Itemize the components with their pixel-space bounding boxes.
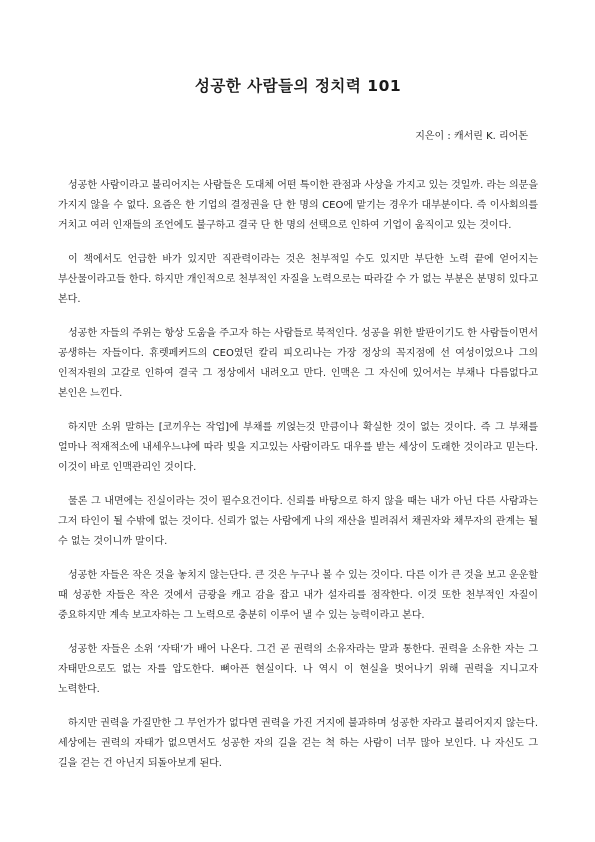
paragraph-3: 성공한 자들의 주위는 항상 도움을 주고자 하는 사람들로 북적인다. 성공을 위한 발판이기도 한 사람들이면서 공생하는 자들이다. 휴렛페커드의 CEO였던 칼리 피오리나는 가장 정상의 꼭지점에 선 여성이었으나 그의 인적자원의 고갈로 인하여 결국 그 정상에서 내려오고 만다. 인맥은 그 자신에 있어서는 부채나 다름없다고 본인은 느낀다. xyxy=(58,328,538,399)
author-line: 지은이 : 캐서린 K. 리어돈 xyxy=(415,131,528,142)
paragraph-2: 이 책에서도 언급한 바가 있지만 직관력이라는 것은 천부적일 수도 있지만 부단한 노력 끝에 얻어지는 부산물이라고들 한다. 하지만 개인적으로 천부적인 자질을 노력으로는 따라갈 수 가 없는 부분은 분명히 있다고 본다. xyxy=(58,254,538,305)
document-body xyxy=(58,144,538,774)
paragraph-7: 성공한 자들은 소위 ‘자태’가 배어 나온다. 그건 곧 권력의 소유자라는 말과 통한다. 권력을 소유한 자는 그 자태만으로도 없는 자를 압도한다. 뼈아픈 현실이다. 나 역시 이 현실을 벗어나기 위해 권력을 지니고자 노력한다. xyxy=(58,644,538,695)
document-title: 성공한 사람들의 정치력 101 xyxy=(194,77,402,95)
paragraph-6: 성공한 자들은 작은 것을 놓치지 않는단다. 큰 것은 누구나 볼 수 있는 것이다. 다른 이가 큰 것을 보고 운운할 때 성공한 자들은 작은 것에서 금광을 캐고 감을 잡고 내가 설자리를 점작한다. 이것 또한 천부적인 자질이 중요하지만 계속 보고자하는 그 노력으로 충분히 이루어 낼 수 있는 능력이라고 본다. xyxy=(58,570,538,621)
paragraph-8: 하지만 권력을 가질만한 그 무언가가 없다면 권력을 가진 거지에 불과하며 성공한 자라고 불리어지지 않는다. 세상에는 권력의 자태가 없으면서도 성공한 자의 길을 걷는 척 하는 사람이 너무 많아 보인다. 나 자신도 그 길을 걷는 건 아닌지 되돌아보게 된다. xyxy=(58,718,538,769)
paragraph-1: 성공한 사람이라고 불리어지는 사람들은 도대체 어떤 특이한 관점과 사상을 가지고 있는 것일까. 라는 의문을 가지지 않을 수 없다. 요즘은 한 기업의 결정권을 단 한 명의 CEO에 맡기는 경우가 대부분이다. 즉 이사회의를 거치고 여러 인재들의 조언에도 불구하고 결국 단 한 명의 선택으로 인하여 기업이 움직이고 있는 것이다. xyxy=(58,180,538,231)
paragraph-4: 하지만 소위 말하는 [코끼우는 작업]에 부채를 끼얹는것 만큼이나 확실한 것이 없는 것이다. 즉 그 부채를 얼마나 적재적소에 내세우느냐에 따라 빚을 지고있는 사람이라도 대우를 받는 세상이 도래한 것이라고 믿는다. 이것이 바로 인맥관리인 것이다. xyxy=(58,422,538,473)
paragraph-5: 물론 그 내면에는 진실이라는 것이 필수요건이다. 신뢰를 바탕으로 하지 않을 때는 내가 아닌 다른 사람과는 그저 타인이 될 수밖에 없는 것이다. 신뢰가 없는 사람에게 나의 재산을 빌려줘서 채권자와 채무자의 관계는 될 수 없는 것이니까 말이다. xyxy=(58,496,538,547)
